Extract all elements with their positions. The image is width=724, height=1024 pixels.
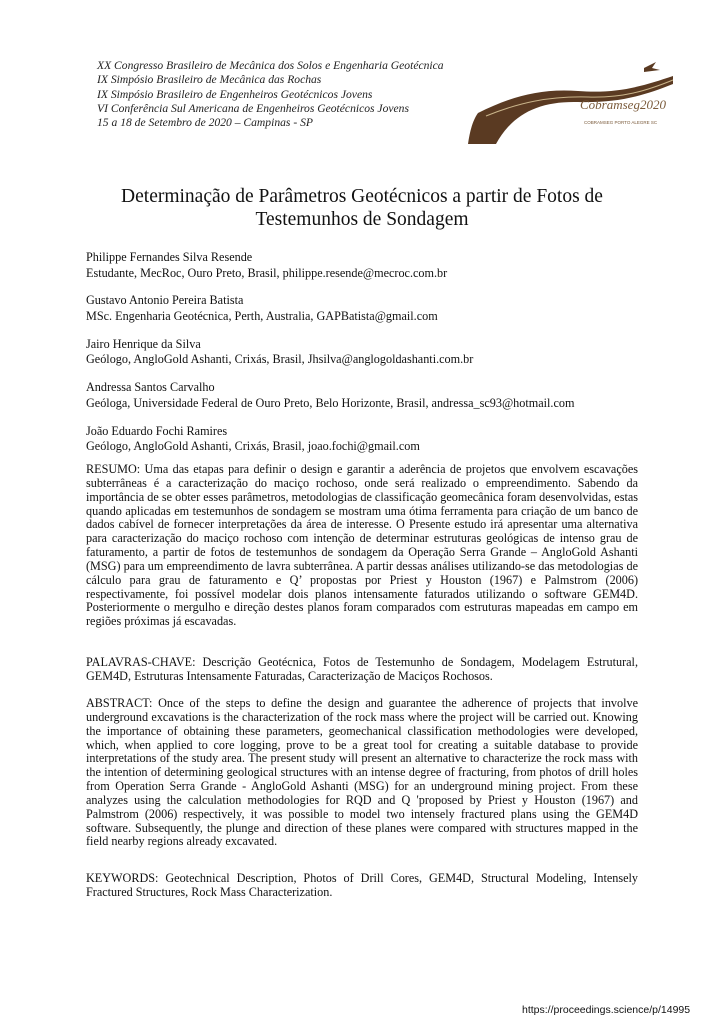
author-affiliation: Geólogo, AngloGold Ashanti, Crixás, Brasil, Jhsilva@anglogoldashanti.com.br [86, 352, 474, 367]
author-entry [86, 293, 638, 324]
author-affiliation: Estudante, MecRoc, Ouro Preto, Brasil, philippe.resende@mecroc.com.br [86, 265, 448, 280]
header-line: IX Simpósio Brasileiro de Mecânica das Rochas [97, 73, 322, 87]
paper-title [86, 185, 638, 231]
author-entry [86, 424, 638, 455]
header-line: 15 a 18 de Setembro de 2020 – Campinas - SP [97, 116, 313, 130]
author-name: Gustavo Antonio Pereira Batista [86, 293, 244, 308]
author-name: Andressa Santos Carvalho [86, 380, 215, 395]
abstract-paragraph: ABSTRACT: Once of the steps to define the design and guarantee the adherence of projects that involve underground excavations is the characterization of the rock mass where the project will be carried out. Knowing the importance of obtaining these parameters, geomechanical classification methodologies were developed, which, when applied to core logging, prove to be a great tool for creating a suitable database to provide interpretations of the study area. The present study will present an alternative to characterize the rock mass with the intention of determining geological structures with an intense degree of fracturing, from photos of drill holes from Operation Serra Grande - AngloGold Ashanti (MSG) for an underground mining project. From these analyzes using the calculation methodologies for RQD and Q 'proposed by Priest y Houston (1967) and Palmstrom (2006) respectively, it was possible to model two intensely fractured plans using the GEM4D software. Subsequently, the plunge and direction of these planes were compared with structures mapped in the field nearby regions already excavated. [86, 696, 638, 849]
author-affiliation: Geóloga, Universidade Federal de Ouro Preto, Belo Horizonte, Brasil, andressa_sc93@hotmail.com [86, 395, 575, 410]
author-list [86, 250, 638, 467]
author-entry [86, 250, 638, 281]
cobramseg-logo [468, 58, 682, 144]
author-name: João Eduardo Fochi Ramires [86, 423, 228, 438]
author-affiliation: Geólogo, AngloGold Ashanti, Crixás, Brasil, joao.fochi@gmail.com [86, 439, 420, 454]
header-line: IX Simpósio Brasileiro de Engenheiros Geotécnicos Jovens [97, 87, 373, 101]
author-entry [86, 380, 638, 411]
footer-url[interactable]: https://proceedings.science/p/14995 [522, 1004, 691, 1016]
header-line: XX Congresso Brasileiro de Mecânica dos Solos e Engenharia Geotécnica [97, 59, 444, 72]
resumo-paragraph: RESUMO: Uma das etapas para definir o design e garantir a aderência de projetos que envolvem escavações subterrâneas é a caracterização do maciço rochoso, onde será realizado o empreendimento. Sabendo da importância de se obter esses parâmetros, metodologias de classificação geomecânica foram desenvolvidas, estas quando aplicadas em testemunhos de sondagem se mostram uma ótima ferramenta para criação de um banco de dados cabível de fornecer interpretações da área de interesse. O Presente estudo irá apresentar uma alternativa para caracterização do maciço rochoso com intenção de determinar estruturas geológicas de intenso grau de faturamento, a partir de fotos de testemunhos de sondagem da Operação Serra Grande – AngloGold Ashanti (MSG) para um empreendimento de lavra subterrânea. A partir dessas análises utilizando-se das metodologias de cálculo para grau de faturamento e Q’ propostas por Priest y Houston (1967) e Palmstrom (2006) respectivamente, foi possível modelar dois planos intensamente faturados utilizando o software GEM4D. Posteriormente o mergulho e direção destes planos foram comparados com estruturas mapeadas em campo em regiões próximas já escavadas. [86, 462, 638, 629]
author-name: Jairo Henrique da Silva [86, 336, 201, 351]
title-line: Determinação de Parâmetros Geotécnicos a partir de Fotos de [121, 186, 603, 207]
keywords-paragraph: KEYWORDS: Geotechnical Description, Photos of Drill Cores, GEM4D, Structural Modeling, Intensely Fractured Structures, Rock Mass Characterization. [86, 871, 638, 899]
svg-text:COBRAMSEG PORTO ALEGRE SC: COBRAMSEG PORTO ALEGRE SC [584, 120, 658, 125]
title-line: Testemunhos de Sondagem [255, 209, 469, 230]
author-affiliation: MSc. Engenharia Geotécnica, Perth, Australia, GAPBatista@gmail.com [86, 308, 438, 323]
svg-text:Cobramseg2020: Cobramseg2020 [580, 97, 666, 112]
palavras-chave-paragraph: PALAVRAS-CHAVE: Descrição Geotécnica, Fotos de Testemunho de Sondagem, Modelagem Estrutural, GEM4D, Estruturas Intensamente Faturadas, Caracterização de Maciços Rochosos. [86, 655, 638, 683]
conference-header [97, 59, 487, 130]
author-entry [86, 337, 638, 368]
header-line: VI Conferência Sul Americana de Engenheiros Geotécnicos Jovens [97, 101, 409, 115]
author-name: Philippe Fernandes Silva Resende [86, 250, 253, 264]
